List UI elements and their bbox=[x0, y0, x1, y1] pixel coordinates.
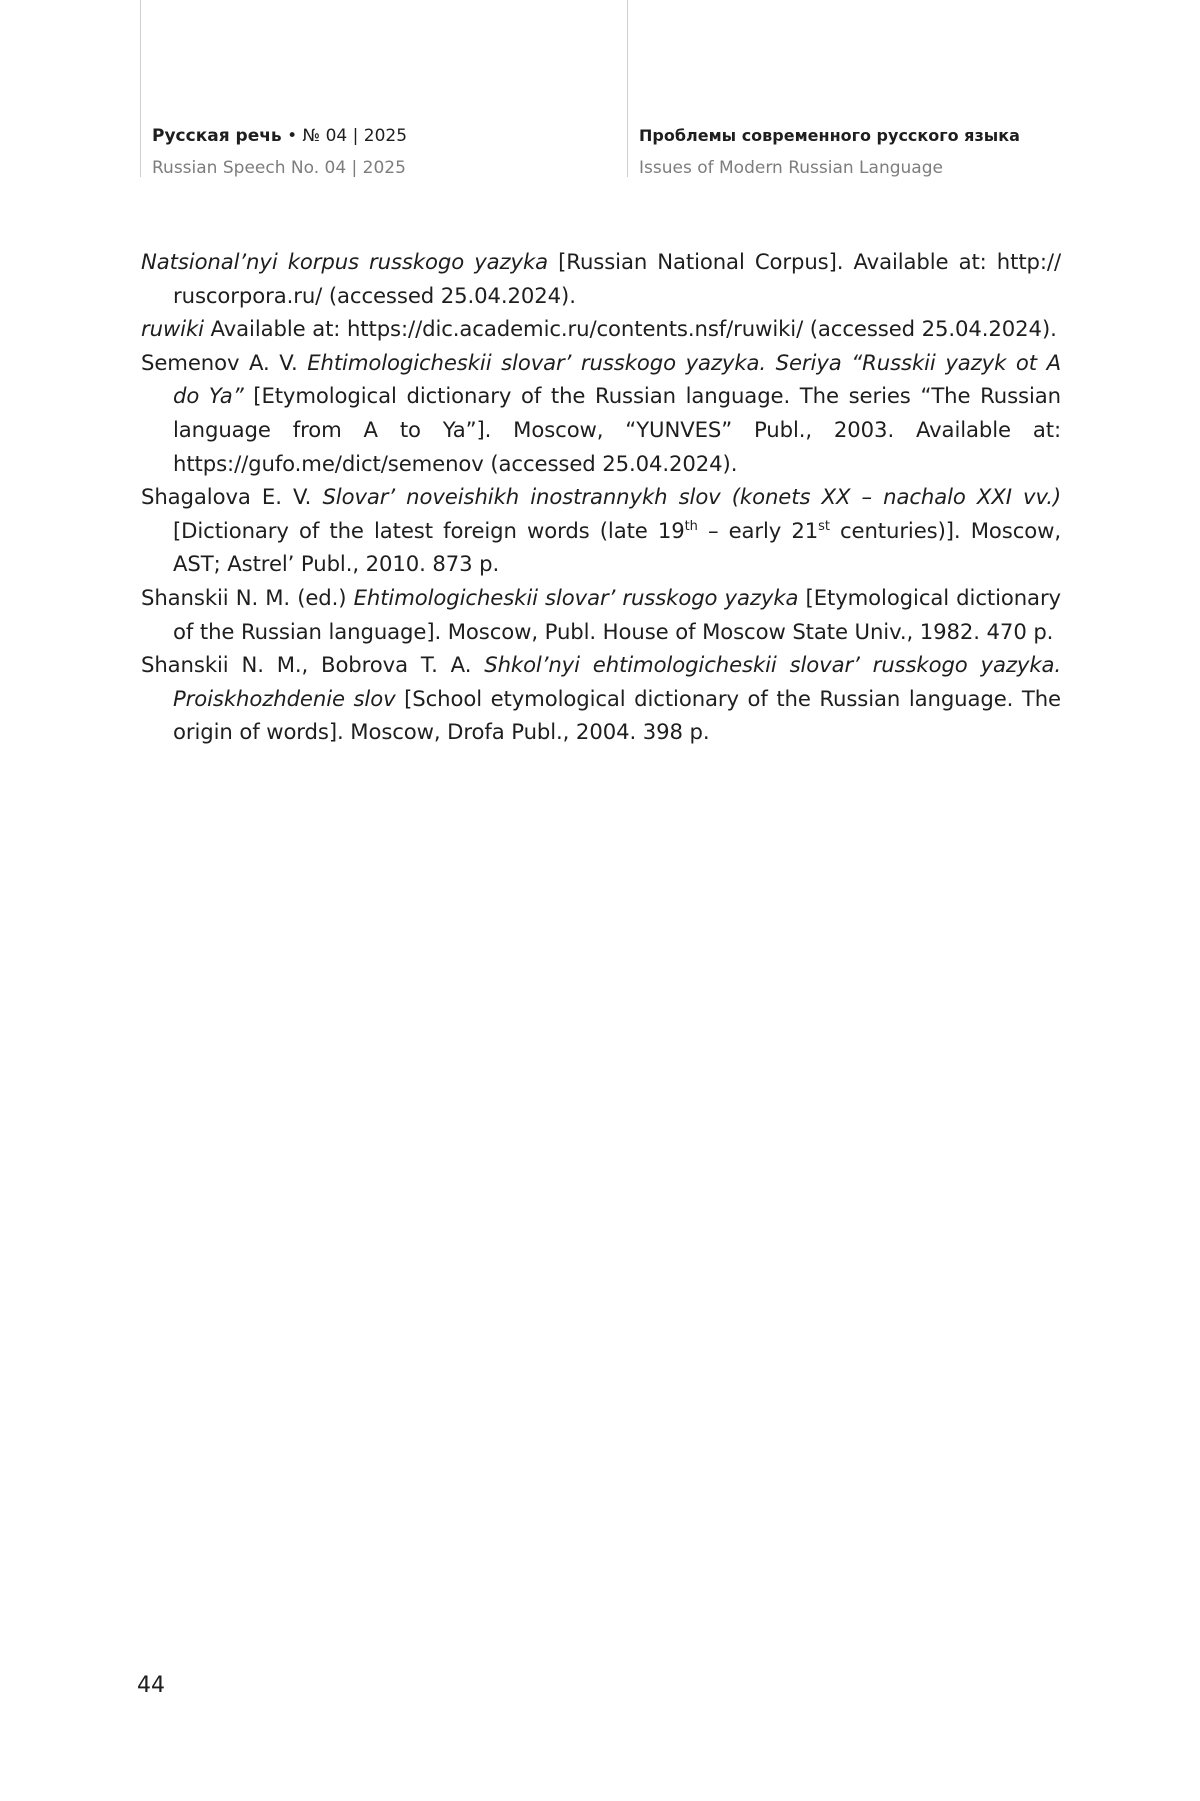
reference-item bbox=[141, 480, 1061, 581]
page-number: 44 bbox=[137, 1673, 165, 1698]
journal-title-en: Russian Speech No. 04 | 2025 bbox=[152, 158, 406, 178]
superscript: th bbox=[684, 518, 698, 534]
reference-title: Ehtimologicheskii slovar’ russkogo yazyka. Seriya “Russkii yazyk ot A do Ya” bbox=[173, 349, 1061, 409]
journal-title-ru bbox=[152, 125, 407, 147]
reference-text: [Russian National Corpus]. Available at: http:// ruscorpora.ru/ (accessed 25.04.2024). bbox=[173, 249, 1061, 308]
reference-item bbox=[141, 581, 1061, 648]
reference-list bbox=[141, 245, 1061, 749]
reference-author: Shagalova E. V. bbox=[141, 484, 323, 510]
bullet-separator: • bbox=[287, 126, 298, 146]
reference-author: Shanskii N. M. (ed.) bbox=[141, 584, 354, 610]
reference-text: Available at: https://dic.academic.ru/contents.nsf/ruwiki/ (accessed 25.04.2024). bbox=[203, 316, 1057, 342]
section-title-en: Issues of Modern Russian Language bbox=[639, 158, 943, 178]
reference-title: Shkol’nyi ehtimologicheskii slovar’ russkogo yazyka. Proiskhozhdenie slov bbox=[173, 652, 1062, 711]
reference-title: Ehtimologicheskii slovar’ russkogo yazyka bbox=[353, 584, 799, 610]
journal-name-ru: Русская речь bbox=[152, 126, 282, 146]
reference-author: Shanskii N. M., Bobrova T. A. bbox=[141, 652, 485, 678]
reference-item bbox=[141, 346, 1061, 480]
journal-issue-ru: № 04 | 2025 bbox=[302, 126, 408, 146]
section-title-ru: Проблемы современного русского языка bbox=[639, 126, 1020, 145]
reference-text: [Dictionary of the latest foreign words (late 19 bbox=[173, 517, 685, 543]
reference-item bbox=[141, 245, 1061, 312]
reference-author: Semenov A. V. bbox=[141, 349, 308, 375]
reference-title: ruwiki bbox=[141, 316, 204, 342]
reference-item bbox=[141, 648, 1061, 749]
reference-text: [School etymological dictionary of the Russian language. The origin of words]. Moscow, Drofa Publ., 2004. 398 p. bbox=[173, 685, 1061, 745]
reference-text: – early 21 bbox=[697, 517, 819, 543]
header-left-column bbox=[140, 0, 620, 177]
reference-text: centuries)]. Moscow, AST; Astrel’ Publ., 2010. 873 p. bbox=[173, 517, 1061, 577]
reference-item bbox=[141, 312, 1061, 346]
header-right-column bbox=[627, 0, 1067, 177]
reference-text: [Etymological dictionary of the Russian language. The series “The Russian language from A to Ya”]. Moscow, “YUNVES” Publ., 2003. Available at: https://gufo.me/dict/semenov (accessed 25.04.2024). bbox=[173, 383, 1061, 476]
reference-title: Slovar’ noveishikh inostrannykh slov (konets XX – nachalo XXI vv.) bbox=[322, 484, 1062, 510]
reference-text: [Etymological dictionary of the Russian language]. Moscow, Publ. House of Moscow State Univ., 1982. 470 p. bbox=[173, 584, 1061, 644]
reference-title: Natsional’nyi korpus russkogo yazyka bbox=[141, 249, 549, 274]
superscript: st bbox=[818, 518, 830, 534]
